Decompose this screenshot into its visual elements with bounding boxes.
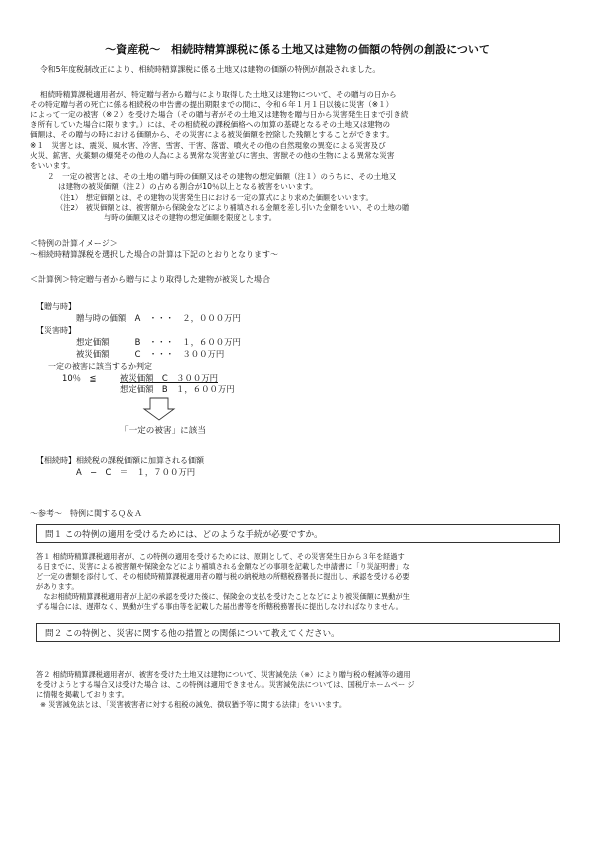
down-arrow-icon bbox=[142, 397, 176, 421]
para1-line: 価額は、その贈与の時における価額から、その災害による被災価額を控除した残額とすることができます。 bbox=[30, 130, 394, 139]
qa-heading: 〜参考〜 特例に関するＱ＆Ａ bbox=[30, 509, 142, 518]
disaster-heading: 【災害時】 bbox=[36, 326, 76, 335]
question2-text: 問２ この特例と、災害に関する他の措置との関係について教えてください。 bbox=[45, 629, 340, 639]
answer1-line: ずる場合には、遅滞なく、異動が生ずる事由等を記載した届出書等を所轄税務署長に提出しなければなりません。 bbox=[36, 602, 403, 611]
page-title: 〜資産税〜 相続時精算課税に係る土地又は建物の価額の特例の創設について bbox=[105, 43, 490, 56]
para1-line: によって一定の被害（※２）を受けた場合（その贈与者がその土地又は建物を贈与日から災害発生日まで引き続 bbox=[30, 110, 409, 119]
judgement-label: 一定の被害に該当するか判定 bbox=[48, 362, 152, 371]
answer2-line: 答２ 相続時精算課税適用者が、被害を受けた土地又は建物について、災害減免法（※）により贈与税の軽減等の適用 bbox=[36, 670, 411, 679]
ratio-numerator: 被災価額 C ３００万円 bbox=[120, 373, 218, 383]
answer1-line: なお相続時精算課税適用者が上記の承認を受けた後に、保険金の支払を受けたことなどにより被災価額に異動が生 bbox=[36, 592, 410, 601]
note2-line: ２ 一定の被害とは、その土地の贈与時の価額又はその建物の想定価額（注１）のうちに、その土地又 bbox=[47, 172, 397, 181]
gift-value: 贈与時の価額 A ・・・ ２，０００万円 bbox=[76, 313, 241, 323]
question1-box bbox=[36, 524, 560, 543]
result-label: 「一定の被害」に該当 bbox=[120, 426, 206, 436]
question1-text: 問１ この特例の適用を受けるためには、どのような手続が必要ですか。 bbox=[45, 530, 323, 540]
chu2-line: （注2） 被災価額とは、被害額から保険金などにより補填される金額を差し引いた金額をいい、その土地の贈 bbox=[56, 203, 410, 212]
inherit-value: A − C ＝ １，７００万円 bbox=[76, 467, 196, 477]
para1-line: き所有していた場合に限ります。）には、その相続税の課税価格への加算の基礎となるその土地又は建物の bbox=[30, 120, 391, 129]
gift-heading: 【贈与時】 bbox=[36, 302, 76, 311]
chu1-line: （注1） 想定価額とは、その建物の災害発生日における一定の算式により求めた価額をいいます。 bbox=[56, 193, 373, 202]
calc-subheading: 〜相続時精算課税を選択した場合の計算は下記のとおりとなります〜 bbox=[30, 250, 278, 259]
answer2-line: を受けようとする場合又は受けた場合 は、この特例は適用できません。災害減免法については、国税庁ホームペー ジ bbox=[36, 680, 415, 689]
note1-line: をいいます。 bbox=[30, 161, 75, 170]
note2-line: は建物の被災価額（注２）の占める割合が10％以上となる被害をいいます。 bbox=[58, 182, 318, 191]
ratio-denominator: 想定価額 B １，６００万円 bbox=[120, 384, 235, 394]
answer1-line: 答１ 相続時精算課税適用者が、この特例の適用を受けるためには、原則として、その災害発生日から３年を経過す bbox=[36, 552, 405, 561]
inherit-heading: 【相続時】相続税の課税価額に加算される価額 bbox=[36, 456, 204, 465]
example-heading: ＜計算例＞特定贈与者から贈与により取得した建物が被災した場合 bbox=[30, 275, 270, 284]
answer1-line: があります。 bbox=[36, 582, 79, 591]
para1-line: 相続時精算課税適用者が、特定贈与者から贈与により取得した土地又は建物について、その贈与の日から bbox=[40, 90, 397, 99]
damage-value: 被災価額 C ・・・ ３００万円 bbox=[76, 349, 225, 359]
question2-box bbox=[36, 623, 560, 642]
assumed-value: 想定価額 B ・・・ １，６００万円 bbox=[76, 337, 241, 347]
note1-line: ※１ 災害とは、震災、風水害、冷害、雪害、干害、落雷、噴火その他の自然現象の異変による災害及び bbox=[30, 141, 386, 150]
answer2-line: に情報を掲載しております。 bbox=[36, 690, 129, 699]
lead-paragraph: 令和5年度税制改正により、相続時精算課税に係る土地又は建物の価額の特例が創設されました。 bbox=[40, 65, 381, 74]
answer1-line: ど一定の書類を添付して、その相続時精算課税適用者の贈与税の納税地の所轄税務署長に提出し、承認を受ける必要 bbox=[36, 572, 410, 581]
calc-heading: ＜特例の計算イメージ＞ bbox=[30, 239, 118, 248]
note1-line: 火災、鉱害、火薬類の爆発その他の人為による異常な災害並びに害虫、害獣その他の生物による異常な災害 bbox=[30, 151, 395, 160]
answer1-line: る日までに、災害による被害額や保険金などにより補填される金額などの事項を記載した申請書に「り災証明書」な bbox=[36, 562, 410, 571]
para1-line: その特定贈与者の死亡に係る相続税の申告書の提出期限までの間に、令和６年１月１日以後に災害（※１） bbox=[30, 100, 394, 109]
answer2-note: ※ 災害減免法とは、「災害被害者に対する租税の減免、徴収猶予等に関する法律」をいいます。 bbox=[40, 700, 347, 709]
chu2-line: 与時の価額又はその建物の想定価額を限度とします。 bbox=[104, 213, 276, 222]
ratio-left: 10％ ≦ bbox=[62, 373, 97, 383]
